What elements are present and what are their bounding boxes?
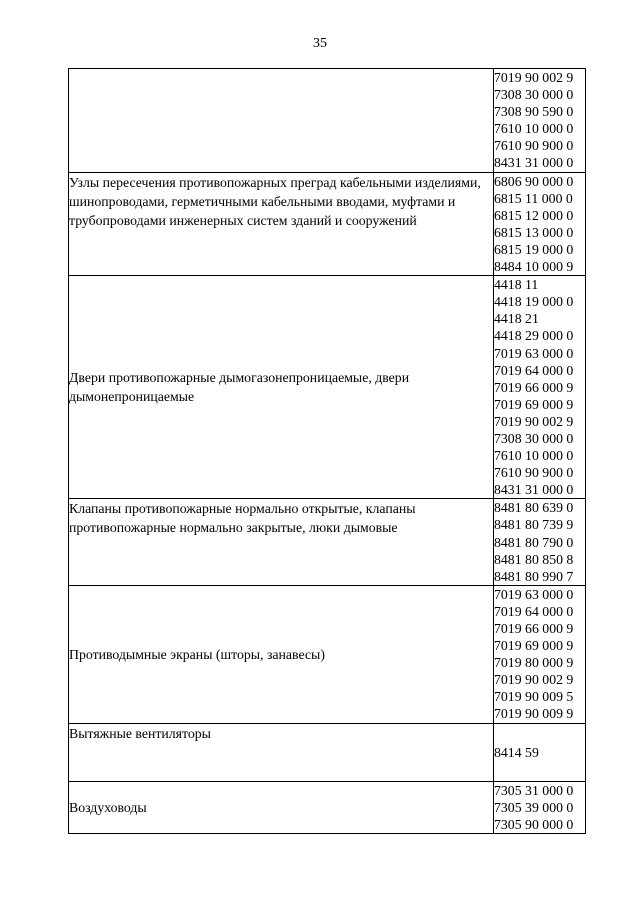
product-code: 7610 90 900 0 [494,138,574,154]
table-row [69,69,586,173]
product-code: 7308 90 590 0 [494,104,574,120]
product-code: 7019 63 000 0 [494,345,574,361]
table-row [69,723,586,781]
product-name-cell: Вытяжные вентиляторы [69,723,494,781]
product-code: 7305 90 000 0 [494,816,574,832]
product-name-cell: Клапаны противопожарные нормально открытые, клапаны противопожарные нормально закрытые, люки дымовые [69,499,494,585]
product-code: 7019 90 009 5 [494,689,574,705]
product-code: 7305 31 000 0 [494,782,574,798]
product-code: 7019 63 000 0 [494,586,574,602]
product-code: 8481 80 790 0 [494,534,574,550]
product-name-cell [69,69,494,173]
product-code: 8481 80 639 0 [494,500,574,516]
product-code: 6815 13 000 0 [494,224,574,240]
product-code: 7308 30 000 0 [494,87,574,103]
product-code: 6815 12 000 0 [494,207,574,223]
product-code: 7019 66 000 9 [494,621,574,636]
product-code: 7019 90 002 9 [494,413,574,429]
product-code: 7610 90 900 0 [494,465,574,481]
product-codes-cell [494,69,586,173]
product-code: 4418 29 000 0 [494,328,574,344]
product-code: 4418 19 000 0 [494,294,574,310]
product-code: 7019 69 000 9 [494,638,574,654]
product-codes-cell [494,781,586,833]
table-row [69,585,586,723]
product-code: 7019 69 000 9 [494,396,574,412]
table-row [69,172,586,276]
product-code: 7305 39 000 0 [494,799,574,815]
product-code: 6806 90 000 0 [494,173,574,189]
product-code: 7019 64 000 0 [494,362,574,378]
product-name-cell: Воздуховоды [69,781,494,833]
product-code: 8431 31 000 0 [494,482,574,498]
product-name-cell: Узлы пересечения противопожарных преград кабельными изделиями, шинопроводами, герметичными кабельными вводами, муфтами и трубопроводами инженерных систем зданий и сооружений [69,172,494,276]
product-code: 7610 10 000 0 [494,121,574,137]
product-name-cell: Двери противопожарные дымогазонепроницаемые, двери дымонепроницаемые [69,276,494,499]
product-code: 8431 31 000 0 [494,155,574,171]
product-code: 4418 21 [494,311,539,327]
product-code: 8481 80 990 7 [494,568,574,584]
product-code: 8414 59 [494,744,539,760]
product-code: 7019 90 002 9 [494,672,574,688]
product-name-cell: Противодымные экраны (шторы, занавесы) [69,585,494,723]
product-code: 7610 10 000 0 [494,448,574,464]
product-codes-cell [494,276,586,499]
table-row [69,499,586,585]
product-codes-cell [494,172,586,276]
table-row [69,276,586,499]
table-row [69,781,586,833]
product-codes-cell [494,723,586,781]
product-code: 7019 66 000 9 [494,379,574,395]
product-code: 6815 19 000 0 [494,241,574,257]
product-code: 7019 90 009 9 [494,706,574,722]
product-code: 8484 10 000 9 [494,259,574,275]
product-code-table [68,68,586,834]
product-code: 7308 30 000 0 [494,430,574,446]
product-code: 7019 90 002 9 [494,70,574,85]
product-code: 8481 80 739 9 [494,517,574,533]
product-code: 6815 11 000 0 [494,190,573,206]
product-code: 7019 80 000 9 [494,655,574,671]
product-codes-cell [494,585,586,723]
product-code: 8481 80 850 8 [494,551,574,567]
product-code: 7019 64 000 0 [494,603,574,619]
page-number: 35 [313,36,327,51]
product-codes-cell [494,499,586,585]
product-code: 4418 11 [494,277,539,293]
